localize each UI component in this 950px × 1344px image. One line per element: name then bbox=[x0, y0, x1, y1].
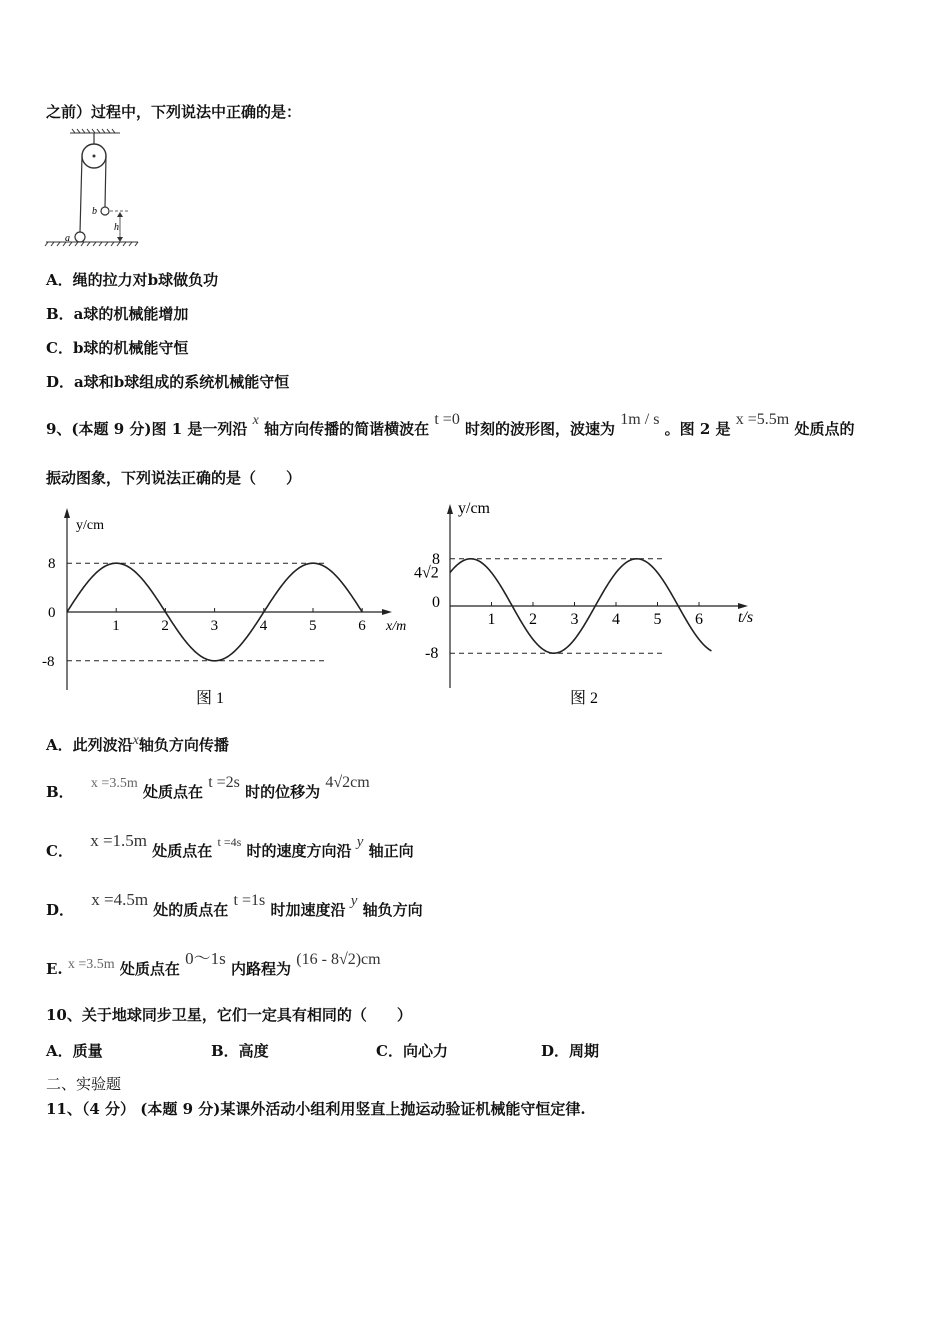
x-tick-label: 3 bbox=[210, 618, 219, 634]
q9-option-c: C． x =1.5m 处质点在 $^{t =4s}$ 时的速度方向沿 y 轴正向 bbox=[46, 831, 414, 860]
q9-math-pos: x =5.5m bbox=[735, 411, 790, 428]
q10-option-c: C．向心力 bbox=[376, 1042, 448, 1060]
rope-left bbox=[80, 156, 82, 232]
x-tick-label: 5 bbox=[309, 618, 317, 634]
q9-math-speed: 1m / s bbox=[620, 411, 660, 428]
q9-math-x: x bbox=[252, 413, 259, 428]
fig1-ylabel: y/cm bbox=[76, 518, 104, 533]
label-a: a bbox=[65, 233, 70, 244]
q8-option-a: A．绳的拉力对b球做负功 bbox=[46, 271, 219, 289]
q9-prefix: 9、(本题 9 分)图 1 是一列沿 bbox=[46, 420, 248, 438]
q9-suffix: 处质点的 bbox=[794, 420, 855, 438]
x-tick-label: 2 bbox=[529, 611, 537, 628]
x-tick-label: 6 bbox=[358, 618, 366, 634]
ball-a bbox=[75, 232, 85, 242]
q9-option-e: E. x =3.5m 处质点在 0～1s 内路程为 (16 - 8√2)cm bbox=[46, 949, 381, 978]
y-tick-label: 0 bbox=[48, 605, 56, 621]
q9-mid3: 。图 2 是 bbox=[664, 420, 731, 438]
x-tick-label: 1 bbox=[487, 611, 496, 628]
q10-option-b: B．高度 bbox=[211, 1042, 269, 1060]
q9-option-a: A．此列波沿x轴负方向传播 bbox=[46, 733, 229, 754]
q9-stem-line1 bbox=[46, 411, 855, 441]
x-tick-label: 6 bbox=[695, 611, 703, 628]
fig1-xlabel: x/m bbox=[386, 619, 407, 634]
x-tick-label: 2 bbox=[161, 618, 169, 634]
q11-stem: 11、（4 分） (本题 9 分)某课外活动小组利用竖直上抛运动验证机械能守恒定律. bbox=[46, 1100, 586, 1118]
fig2-caption: 图 2 bbox=[570, 690, 599, 707]
q10-option-d: D．周期 bbox=[541, 1042, 600, 1060]
rope-right bbox=[105, 156, 106, 207]
x-tick-label: 5 bbox=[653, 611, 662, 628]
q10-option-a: A．质量 bbox=[46, 1042, 103, 1060]
q9-mid2: 时刻的波形图，波速为 bbox=[465, 420, 616, 438]
y-tick-label: 4√2 bbox=[414, 564, 439, 582]
section-title: 二、实验题 bbox=[46, 1075, 122, 1093]
fig2-ylabel: y/cm bbox=[458, 500, 490, 517]
q9-mid1: 轴方向传播的简谐横波在 bbox=[264, 420, 430, 438]
label-b: b bbox=[92, 206, 97, 217]
wave-figure-2 bbox=[410, 494, 770, 716]
x-tick-label: 1 bbox=[112, 618, 120, 634]
q10-stem: 10、关于地球同步卫星，它们一定具有相同的（ ） bbox=[46, 1006, 412, 1024]
fig1-caption: 图 1 bbox=[196, 690, 225, 707]
pulley-figure bbox=[44, 128, 144, 250]
y-tick-label: 0 bbox=[432, 594, 440, 611]
floor bbox=[45, 242, 138, 246]
ball-b bbox=[101, 207, 109, 215]
ceiling bbox=[70, 129, 120, 133]
fig2-xlabel: t/s bbox=[738, 609, 754, 626]
q8-option-c: C．b球的机械能守恒 bbox=[46, 339, 189, 357]
q9-option-b: B． x =3.5m 处质点在 t =2s 时的位移为 4√2cm bbox=[46, 774, 370, 801]
y-tick-label: -8 bbox=[42, 653, 55, 670]
intro-line: 之前）过程中，下列说法中正确的是： bbox=[46, 103, 302, 121]
x-tick-label: 4 bbox=[259, 618, 268, 634]
q8-option-b: B．a球的机械能增加 bbox=[46, 305, 189, 323]
q8-option-d: D．a球和b球组成的系统机械能守恒 bbox=[46, 373, 290, 391]
x-tick-label: 3 bbox=[570, 611, 579, 628]
wave-figure-1 bbox=[36, 496, 426, 716]
y-tick-label: 8 bbox=[48, 556, 56, 573]
y-tick-label: -8 bbox=[425, 645, 439, 663]
x-tick-label: 4 bbox=[612, 611, 620, 628]
label-h: h bbox=[114, 222, 119, 233]
q9-option-d: D． x =4.5m 处的质点在 t =1s 时加速度沿 y 轴负方向 bbox=[46, 890, 423, 919]
q9-stem-line2: 振动图象，下列说法正确的是（ ） bbox=[46, 469, 302, 487]
q9-math-t0: t =0 bbox=[434, 411, 460, 428]
y-tick-label: 8 bbox=[432, 550, 440, 568]
